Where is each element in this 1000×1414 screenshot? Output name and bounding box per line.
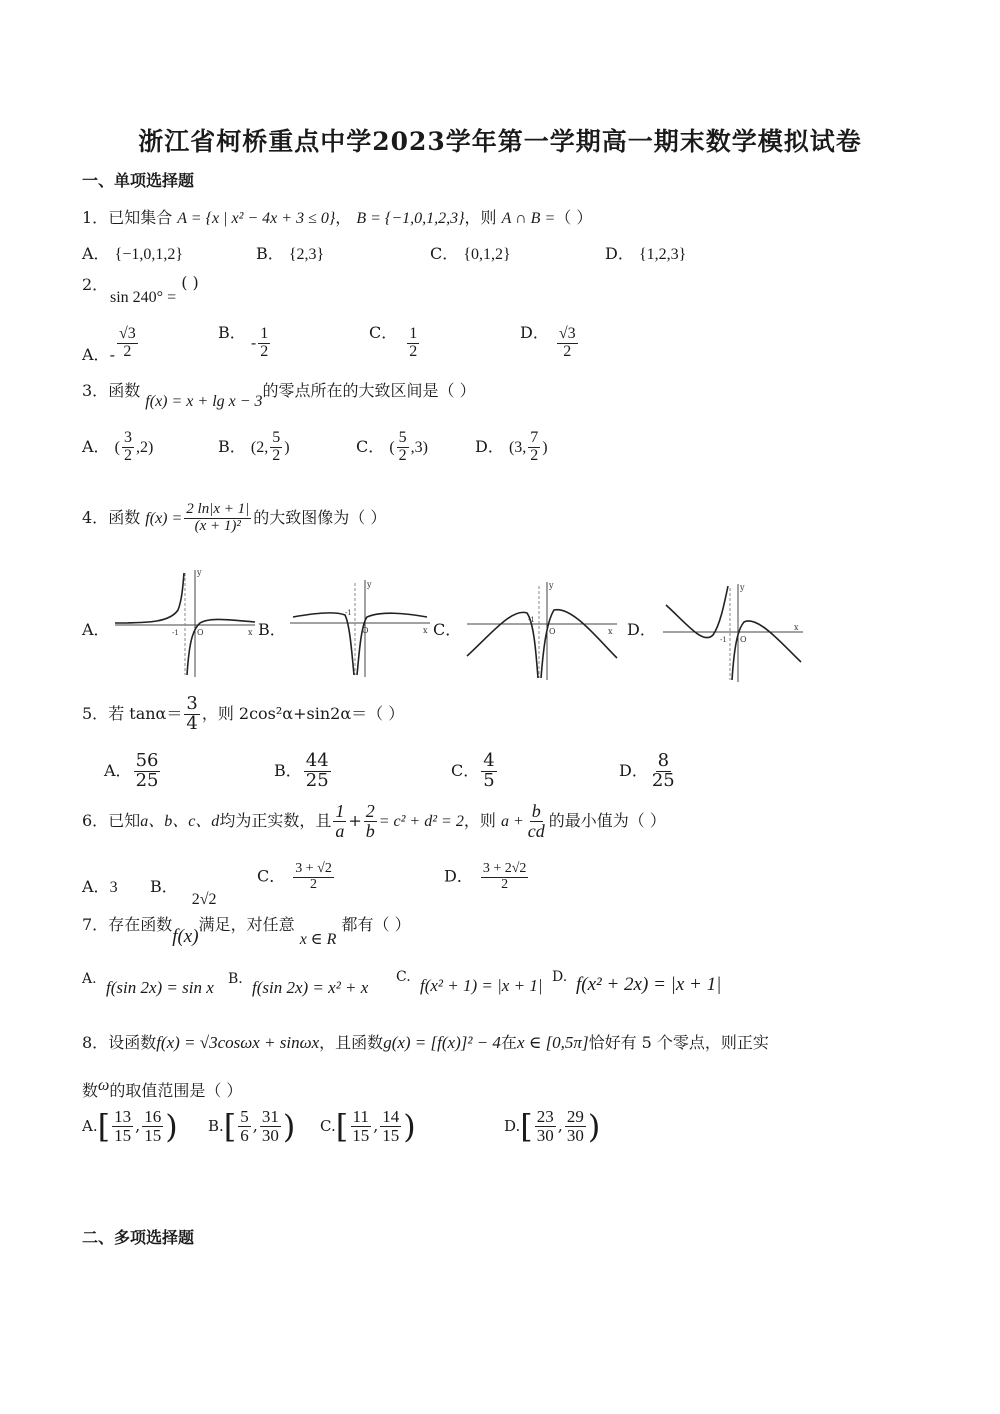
option-label: A． [82,436,110,456]
option: A.[ $\frac{13}{15}$ , $\frac{16}{15}$ ) [82,1107,178,1146]
variables: a、b、c、d [140,812,220,830]
option-label: D． [605,244,634,263]
option-value: 3 [109,879,118,896]
omega-symbol: ω [98,1077,110,1094]
option-label: D． [475,436,504,456]
fraction-denominator: 2 [123,342,132,360]
option-value: {2,3} [288,246,325,263]
fraction-numerator: √3 [558,325,576,342]
curve-right [541,610,617,678]
question-4 [82,502,386,535]
question-text: 若 tanα＝ [108,703,183,723]
fraction-denominator: 2 [272,446,281,464]
fraction-numerator: 3 [186,693,198,714]
axis-label-y: y [197,568,202,577]
fraction-denominator: 25 [305,769,329,791]
fraction-numerator: 5 [398,429,407,446]
graph-option-a [110,565,260,680]
question-5 [82,695,404,734]
fraction-numerator: 2 ln|x + 1| [186,501,250,517]
option [520,322,580,361]
option: D.[ $\frac{23}{30}$ , $\frac{29}{30}$ ) [504,1107,601,1146]
question-text: 存在函数 [108,915,173,934]
question-7 [82,912,411,948]
question-text: 都有（ ） [341,915,411,934]
question-number: 6． [82,810,109,830]
origin-label: O [549,627,556,636]
axis-label-y: y [367,580,372,589]
option-label: C. [320,1116,336,1135]
option [605,241,686,264]
question-text: 满足，对任意 [198,915,295,934]
option [552,966,567,985]
option-label: D. [504,1116,521,1135]
fraction-denominator: 2 [530,446,539,464]
question-text: 的最小值为（ ） [548,810,666,830]
fraction-numerator: 23 [536,1107,554,1126]
question-text: 的大致图像为（ ） [253,507,387,527]
option [430,241,511,264]
fraction-numerator: 11 [352,1107,369,1126]
option: B.[ $\frac{5}{6}$ , $\frac{31}{30}$ ) [208,1107,296,1146]
option-label: C． [451,760,480,780]
question-text: 的取值范围是（ ） [109,1081,243,1100]
fraction-numerator: 3 + √2 [295,861,332,876]
fraction-numerator: 14 [382,1107,400,1126]
tick-label: -1 [172,629,179,637]
target-expr: a + [500,812,524,830]
set-b: B = {−1,0,1,2,3} [356,210,465,227]
fraction-denominator: 30 [566,1125,584,1145]
curve-left [293,613,354,675]
option [369,322,421,361]
curve-right [357,613,427,675]
graph-option-c [462,578,622,683]
question-text: 恰好有 5 个零点，则正实 [588,1033,769,1052]
option [274,752,333,791]
option [150,874,217,908]
fraction-denominator: 2 [501,876,509,892]
option-label: C． [257,866,286,886]
question-8-line2 [82,1078,242,1101]
option-label: A. [82,1116,98,1135]
fraction-denominator: 30 [536,1125,554,1145]
question-number: 8． [82,1033,109,1052]
option [356,430,428,465]
answer-blank: （ ） [555,208,593,227]
option [228,968,243,987]
question-1 [82,205,592,228]
option-label: B． [274,760,302,780]
fraction-denominator: 4 [186,712,198,734]
then-text: ，则 [464,208,497,227]
fraction-numerator: 13 [114,1107,132,1126]
fraction-numerator: 1 [260,325,269,342]
origin-label: O [740,635,747,644]
option-label: D． [444,866,473,886]
curve-right [732,621,801,680]
page-title: 浙江省柯桥重点中学2023学年第一学期高一期末数学模拟试卷 [138,127,862,156]
fraction-numerator: 3 + 2√2 [482,861,527,876]
option [218,430,290,465]
option [82,430,153,465]
question-number: 1． [82,208,109,227]
fraction-denominator: 15 [352,1125,370,1145]
fraction-denominator: 15 [114,1125,132,1145]
question-text: 均为正实数，且 [219,810,332,830]
option-label: C． [430,244,459,263]
option-label: B. [228,971,243,987]
question-text: 已知 [108,810,141,830]
question-number: 7． [82,915,109,934]
option [444,862,530,892]
domain-expr: x ∈ R [299,931,337,948]
option-label: B． [256,244,284,263]
option-label: C． [433,620,462,639]
option-value: f(x² + 1) = |x + 1| [420,976,543,995]
condition-expr: = c² + d² = 2 [378,812,464,830]
fraction-denominator: 2 [563,342,572,360]
question-text: 的零点所在的大致区间是（ ） [262,381,476,400]
tick-label: -1 [720,636,727,644]
axis-label-x: x [423,626,428,635]
option-value: {−1,0,1,2} [114,246,184,263]
function-expr: f(x) = x + lg x − 3 [145,393,263,410]
axis-label-x: x [794,623,799,632]
interval-open: ( [389,438,395,456]
option [218,322,272,361]
question-text: 在 [500,1033,517,1052]
option-value: {0,1,2} [463,246,511,263]
option-label: A． [104,760,132,780]
option-label: C． [356,436,385,456]
fraction-denominator: 15 [382,1125,400,1145]
question-text: 函数 [108,381,141,400]
fraction-numerator: 2 [365,801,375,821]
function-def-g: g(x) = [f(x)]² − 4 [383,1033,501,1052]
interval-open: ( [114,438,120,456]
option-label: B． [218,436,246,456]
fraction-denominator: 2 [310,876,318,892]
interval-close: ,3) [410,438,428,456]
fraction-denominator: 25 [135,769,159,791]
option [82,325,140,364]
section-heading-single-choice: 一、单项选择题 [82,171,195,190]
fraction-denominator: (x + 1)² [194,517,241,534]
fraction-denominator: 30 [261,1125,279,1145]
fraction-numerator: 1 [335,801,345,821]
fraction-denominator: 6 [240,1125,249,1145]
option [104,752,162,791]
answer-blank: ( ) [181,273,199,292]
question-text: ，则 2cos²α+sin2α＝（ ） [201,703,405,723]
origin-label: O [362,626,369,635]
option-label: B． [218,322,246,342]
question-3 [82,378,476,410]
fraction-numerator: 4 [483,750,495,771]
fraction-numerator: 56 [135,750,159,771]
interval-open: (2, [250,438,269,456]
question-text: ，且函数 [319,1033,384,1052]
option-label: C. [396,969,411,985]
fraction-denominator: b [365,820,375,841]
question-number: 2． [82,275,109,294]
fraction-denominator: cd [527,820,545,841]
axis-label-x: x [248,628,253,637]
fraction-numerator: 7 [530,429,539,446]
question-2 [110,273,199,307]
option-label: A． [82,244,110,263]
option-value: {1,2,3} [638,246,687,263]
section-heading-multiple-choice: 二、多项选择题 [82,1228,195,1247]
fraction-denominator: 5 [483,769,495,791]
option [82,968,97,987]
option: C.[ $\frac{11}{15}$ , $\frac{14}{15}$ ) [320,1107,416,1146]
option [396,966,411,985]
option-value: f(x² + 2x) = |x + 1| [576,974,722,995]
curve-left [115,573,184,623]
sin-expr: sin 240° = [110,289,177,306]
interval-close: ) [284,438,290,456]
function-lhs: f(x) = [145,509,183,527]
option-label: A． [82,344,110,364]
question-number: 4． [82,507,109,527]
function-expr: f(x) [172,926,199,947]
option [451,752,499,791]
fraction-numerator: 44 [305,750,329,771]
option-label: D． [520,322,549,342]
option [82,874,118,897]
option [256,241,324,264]
option-label: A． [82,620,110,639]
question-text: 数 [82,1081,99,1100]
option-label: A． [82,877,110,896]
fraction-numerator: 5 [272,429,281,446]
set-a: A = {x | x² − 4x + 3 ≤ 0} [177,210,336,227]
option-value: f(sin 2x) = x² + x [252,978,369,997]
question-text: 设函数 [108,1033,157,1052]
fraction-denominator: 2 [398,446,407,464]
option-sign: - [250,332,257,352]
option-label: B． [258,620,286,639]
fraction-denominator: 25 [651,769,675,791]
option [475,430,548,465]
option-label: A. [82,971,97,987]
question-text: 已知集合 [108,208,173,227]
tick-label: -1 [528,616,535,624]
origin-label: O [197,628,204,637]
graph-option-d [658,580,808,685]
fraction-numerator: 31 [261,1107,279,1126]
fraction-denominator: 2 [260,342,269,360]
option-label: D． [627,620,656,639]
option-value: f(sin 2x) = sin x [106,978,214,997]
option [82,241,183,264]
interval-close: ,2) [135,438,154,456]
fraction-denominator: 2 [123,446,132,464]
fraction-numerator: √3 [118,325,136,342]
curve-left [666,586,728,638]
interval-close: ) [542,438,548,456]
fraction-numerator: 3 [123,429,132,446]
fraction-numerator: b [531,801,541,821]
option-label: B. [208,1116,224,1135]
interval-open: (3, [508,438,527,456]
question-number: 3． [82,381,109,400]
function-def-f: f(x) = √3cosωx + sinωx [156,1033,320,1052]
option-label: C． [369,322,398,342]
interval-expr: x ∈ [0,5π] [516,1033,589,1052]
option-sign: - [109,344,115,364]
fraction-numerator: 1 [409,325,418,342]
question-text: ，则 [463,810,496,830]
fraction-denominator: a [335,820,345,841]
fraction-numerator: 16 [144,1107,162,1126]
question-6: 6．已知a、b、c、d均为正实数，且 $\frac{1}{a}$ + $\frac{2}{b}$ = c² + d² = 2，则 a + $\frac{b}{cd}$ 的最小值为（ ） [82,801,666,841]
axis-label-y: y [549,581,554,590]
axis-label-y: y [740,583,745,592]
comma: ， [335,208,352,227]
option [619,752,679,791]
option-label: B． [150,877,178,896]
option-label: D． [619,760,648,780]
fraction-numerator: 8 [657,750,670,771]
option-value: 2√2 [191,891,217,908]
axis-label-x: x [608,627,613,636]
option-label: D. [552,969,568,985]
option [257,862,336,892]
graph-option-b [285,575,435,680]
fraction-numerator: 5 [240,1107,249,1126]
fraction-numerator: 29 [566,1107,584,1126]
question-number: 5． [82,703,109,723]
question-8 [82,1030,769,1053]
question-text: 函数 [108,507,141,527]
tick-label: -1 [345,609,352,617]
fraction-denominator: 15 [144,1125,162,1145]
intersection-expr: A ∩ B = [501,210,556,227]
fraction-denominator: 2 [409,342,418,360]
